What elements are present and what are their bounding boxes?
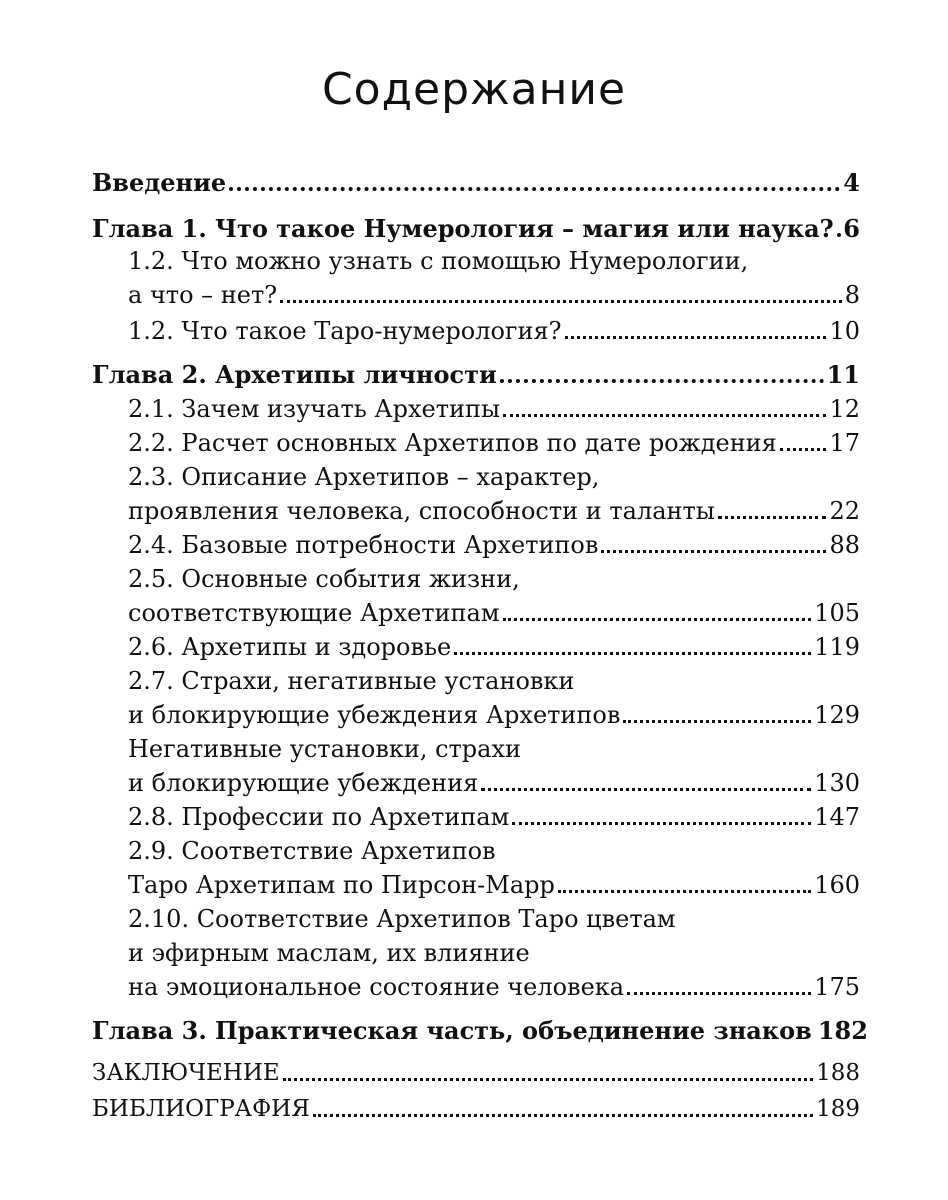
toc-entry-page: 129 xyxy=(814,701,860,729)
toc-entry-text: БИБЛИОГРАФИЯ xyxy=(92,1096,310,1122)
toc-entry-text: Таро Архетипам по Пирсон-Марр xyxy=(128,871,555,899)
toc-entry-page: 10 xyxy=(829,317,860,345)
toc-entry-line[interactable] xyxy=(92,730,860,764)
toc-entry-text: 2.1. Зачем изучать Архетипы xyxy=(128,395,501,423)
toc-entry-page: 12 xyxy=(829,395,860,423)
dot-leader xyxy=(512,822,811,825)
dot-leader xyxy=(481,788,811,791)
toc-entry-1-2a[interactable] xyxy=(92,276,860,310)
toc-entry-text: Глава 3. Практическая часть, объединение знаков xyxy=(92,1016,812,1045)
toc-entry-text: 2.10. Соответствие Архетипов Таро цветам xyxy=(128,905,676,933)
toc-entry-text: и эфирным маслам, их влияние xyxy=(128,939,530,967)
toc-entry-2-2[interactable] xyxy=(92,424,860,458)
toc-entry-text: 1.2. Что такое Таро-нумерология? xyxy=(128,317,562,345)
toc-entry-text: соответствующие Архетипам xyxy=(128,599,500,627)
dot-leader xyxy=(837,233,841,237)
toc-entry-chapter-2[interactable] xyxy=(92,356,860,390)
dot-leader xyxy=(601,550,826,553)
toc-entry-line[interactable] xyxy=(92,934,860,968)
toc-entry-text: 2.2. Расчет основных Архетипов по дате рождения xyxy=(128,429,777,457)
toc-entry-text: 2.4. Базовые потребности Архетипов xyxy=(128,531,599,559)
dot-leader xyxy=(313,1114,813,1117)
toc-entry-page: 22 xyxy=(829,497,860,525)
toc-entry-page: 189 xyxy=(816,1096,860,1122)
toc-entry-page: 147 xyxy=(814,803,860,831)
dot-leader xyxy=(718,516,827,519)
toc-entry-page: 160 xyxy=(814,871,860,899)
dot-leader xyxy=(503,414,826,417)
dot-leader xyxy=(780,448,827,451)
toc-entry-text: и блокирующие убеждения xyxy=(128,769,479,797)
toc-entry-page: 105 xyxy=(814,599,860,627)
toc-entry-text: 1.2. Что можно узнать с помощью Нумерологии, xyxy=(128,247,749,275)
dot-leader xyxy=(503,618,812,621)
dot-leader xyxy=(500,379,824,383)
toc-entry-page: 182 xyxy=(817,1016,868,1045)
toc-entry-text: и блокирующие убеждения Архетипов xyxy=(128,701,621,729)
toc-entry-page: 119 xyxy=(814,633,860,661)
dot-leader xyxy=(283,1078,813,1081)
toc-entry-2-8[interactable] xyxy=(92,798,860,832)
dot-leader xyxy=(623,720,811,723)
toc-entry-page: 4 xyxy=(843,168,860,197)
toc-entry-chapter-1[interactable] xyxy=(92,210,860,244)
toc-entry-text: а что – нет? xyxy=(128,281,278,309)
toc-entry-page: 188 xyxy=(816,1060,860,1086)
toc-entry-page: 88 xyxy=(829,531,860,559)
toc-entry-page: 175 xyxy=(814,973,860,1001)
toc-entry-line[interactable] xyxy=(92,560,860,594)
toc-entry-text: 2.8. Профессии по Архетипам xyxy=(128,803,510,831)
toc-entry-line[interactable] xyxy=(92,900,860,934)
toc-entry-1-2b[interactable] xyxy=(92,312,860,346)
toc-entry-text: Глава 1. Что такое Нумерология – магия или наука? xyxy=(92,214,834,243)
toc-entry-text: 2.5. Основные события жизни, xyxy=(128,565,520,593)
toc-entry-page: 17 xyxy=(829,429,860,457)
toc-entry-page: 8 xyxy=(844,281,860,309)
toc-entry-2-3[interactable] xyxy=(92,492,860,526)
toc-entry-2-1[interactable] xyxy=(92,390,860,424)
dot-leader xyxy=(565,336,827,339)
toc-entry-bibliography[interactable] xyxy=(92,1090,860,1124)
toc-entry-text: на эмоциональное состояние человека xyxy=(128,973,625,1001)
toc-entry-line[interactable] xyxy=(92,662,860,696)
toc-entry-chapter-3[interactable] xyxy=(92,1012,868,1046)
toc-entry-text: ЗАКЛЮЧЕНИЕ xyxy=(92,1060,280,1086)
toc-entry-line[interactable] xyxy=(92,832,860,866)
toc-entry-text: 2.9. Соответствие Архетипов xyxy=(128,837,496,865)
dot-leader xyxy=(627,992,811,995)
toc-entry-text: Введение xyxy=(92,168,227,197)
toc-entry-2-7[interactable] xyxy=(92,696,860,730)
page-title: Содержание xyxy=(321,64,627,115)
toc-entry-text: 2.6. Архетипы и здоровье xyxy=(128,633,452,661)
toc-entry-text: 2.3. Описание Архетипов – характер, xyxy=(128,463,600,491)
toc-entry-2-9[interactable] xyxy=(92,866,860,900)
toc-entry-line[interactable] xyxy=(92,458,860,492)
toc-entry-2-10[interactable] xyxy=(92,968,860,1002)
dot-leader xyxy=(280,300,842,303)
toc-entry-page: 130 xyxy=(814,769,860,797)
toc-entry-introduction[interactable] xyxy=(92,164,860,198)
dot-leader xyxy=(454,652,811,655)
toc-entry-line[interactable] xyxy=(92,242,860,276)
toc-entry-text: Глава 2. Архетипы личности xyxy=(92,360,497,389)
toc-entry-page: 6 xyxy=(843,214,860,243)
toc-entry-page: 11 xyxy=(826,360,860,389)
toc-entry-text: Негативные установки, страхи xyxy=(128,735,522,763)
toc-entry-negative-beliefs[interactable] xyxy=(92,764,860,798)
toc-entry-2-6[interactable] xyxy=(92,628,860,662)
toc-entry-conclusion[interactable] xyxy=(92,1054,860,1088)
dot-leader xyxy=(229,187,840,191)
dot-leader xyxy=(558,890,811,893)
toc-entry-text: 2.7. Страхи, негативные установки xyxy=(128,667,575,695)
toc-entry-2-5[interactable] xyxy=(92,594,860,628)
toc-entry-text: проявления человека, способности и таланты xyxy=(128,497,715,525)
toc-entry-2-4[interactable] xyxy=(92,526,860,560)
